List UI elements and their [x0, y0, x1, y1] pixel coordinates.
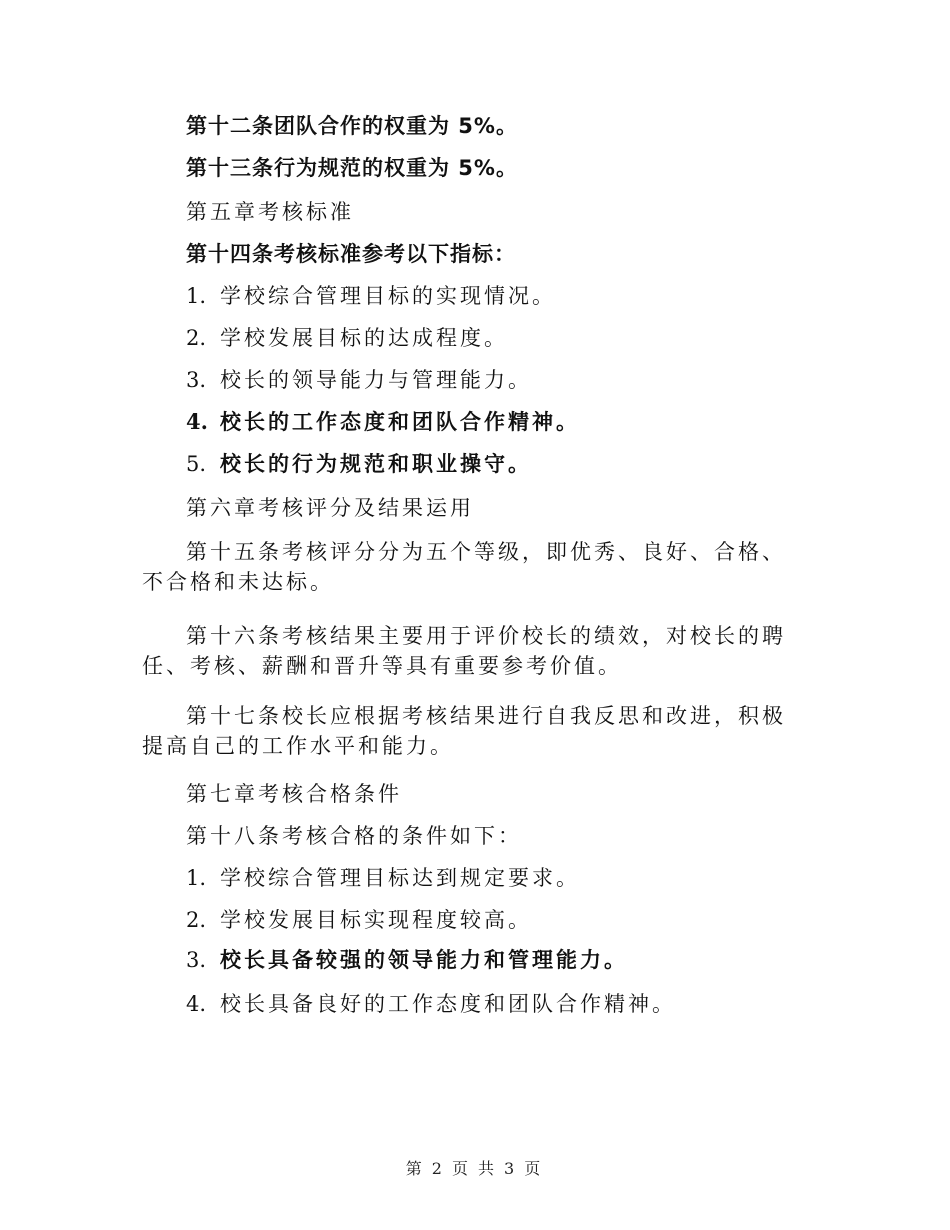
article-13: 第十三条行为规范的权重为 5%。	[186, 156, 518, 180]
list-text: 学校发展目标实现程度较高。	[220, 908, 532, 932]
list-item	[186, 408, 580, 436]
total-pages-number: 3	[504, 1159, 519, 1178]
article-17: 第十七条校长应根据考核结果进行自我反思和改进，积极提高自己的工作水平和能力。	[142, 704, 786, 758]
chapter-5-heading: 第五章考核标准	[186, 200, 354, 224]
list-number: 4.	[186, 992, 207, 1016]
list-text: 学校综合管理目标达到规定要求。	[220, 866, 580, 890]
chapter-6-heading: 第六章考核评分及结果运用	[186, 496, 474, 520]
list-number: 2.	[186, 326, 207, 350]
chapter-7-heading: 第七章考核合格条件	[186, 782, 402, 806]
page-label: 页	[451, 1159, 472, 1178]
list-item	[186, 990, 676, 1018]
list-text: 校长的领导能力与管理能力。	[220, 368, 532, 392]
list-text: 校长的工作态度和团队合作精神。	[220, 410, 580, 434]
list-number: 5.	[186, 452, 207, 476]
list-number: 1.	[186, 866, 207, 890]
article-14: 第十四条考核标准参考以下指标：	[186, 242, 516, 266]
list-item	[186, 282, 556, 310]
list-item	[186, 450, 532, 478]
list-number: 3.	[186, 948, 207, 972]
list-item	[186, 324, 508, 352]
list-number: 2.	[186, 908, 207, 932]
page-label: 第	[405, 1159, 426, 1178]
list-text: 校长具备较强的领导能力和管理能力。	[220, 948, 628, 972]
list-item	[186, 864, 580, 892]
list-item	[186, 366, 532, 394]
list-number: 1.	[186, 284, 207, 308]
article-12: 第十二条团队合作的权重为 5%。	[186, 114, 518, 138]
list-text: 校长的行为规范和职业操守。	[220, 452, 532, 476]
list-item	[186, 906, 532, 934]
article-18: 第十八条考核合格的条件如下：	[186, 824, 522, 848]
list-item	[186, 946, 628, 974]
page-label: 共	[478, 1159, 499, 1178]
article-15: 第十五条考核评分分为五个等级，即优秀、良好、合格、不合格和未达标。	[142, 540, 786, 594]
list-text: 学校发展目标的达成程度。	[220, 326, 508, 350]
list-text: 学校综合管理目标的实现情况。	[220, 284, 556, 308]
page-footer	[0, 1156, 950, 1179]
list-number: 3.	[186, 368, 207, 392]
current-page-number: 2	[431, 1159, 446, 1178]
page-label: 页	[524, 1159, 545, 1178]
list-number: 4.	[186, 409, 208, 434]
list-text: 校长具备良好的工作态度和团队合作精神。	[220, 992, 676, 1016]
article-16: 第十六条考核结果主要用于评价校长的绩效，对校长的聘任、考核、薪酬和晋升等具有重要参考价值。	[142, 624, 786, 678]
